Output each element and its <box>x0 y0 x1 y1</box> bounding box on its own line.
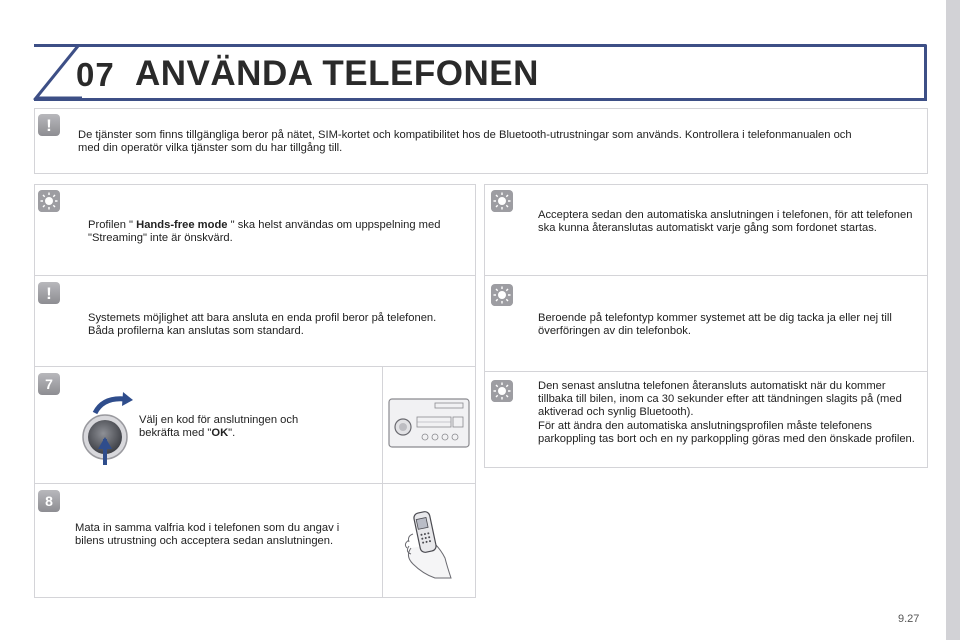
tip-reconnect-para1: Den senast anslutna telefonen återansluts automatiskt när du kommer tillbaka till bilen, inom ca 30 sekunder efter att tändningen slagits på (med aktiverad och synlig Bluetooth). <box>538 380 902 418</box>
cell-divider <box>382 367 383 483</box>
step-7-cell <box>35 367 475 484</box>
chapter-title: ANVÄNDA TELEFONEN <box>135 54 539 93</box>
lightbulb-icon <box>491 284 513 306</box>
car-radio-icon <box>387 395 471 451</box>
note-single-profile-cell <box>35 276 475 367</box>
tip-reconnect-para2: För att ändra den automatiska anslutningsprofilen måste telefonens parkoppling tas bort och en ny parkoppling göras med den önskade profilen. <box>538 420 915 446</box>
hands-free-mode-label: Hands-free mode <box>133 219 228 231</box>
step-7-text: Välj en kod för anslutningen och bekräfta med "OK". <box>139 414 299 439</box>
ok-label: OK <box>211 426 229 439</box>
note-single-profile-text: Systemets möjlighet att bara ansluta en enda profil beror på telefonen. Båda profilerna kan anslutas som standard. <box>88 312 437 337</box>
exclamation-icon: ! <box>38 282 60 304</box>
lightbulb-icon <box>38 190 60 212</box>
step-8-text: Mata in samma valfria kod i telefonen som du angav i bilens utrustning och acceptera sedan anslutningen. <box>75 522 340 547</box>
tip-profile-cell <box>35 185 475 276</box>
lightbulb-icon <box>491 380 513 402</box>
step-8-cell <box>35 484 475 598</box>
tip-phonebook-text: Beroende på telefontyp kommer systemet att be dig tacka ja eller nej till överföringen av din telefonbok. <box>538 312 892 337</box>
tip-reconnect-text <box>538 380 916 446</box>
hand-phone-icon <box>401 508 459 580</box>
tip-profile-text: Profilen " Hands-free mode " ska helst användas om uppspelning med "Streaming" inte är önskvärd. <box>88 219 441 244</box>
left-column <box>34 184 476 598</box>
top-note-box <box>34 108 928 174</box>
page-edge-bar <box>946 0 960 640</box>
top-note-text: De tjänster som finns tillgängliga beror på nätet, SIM-kortet och kompatibilitet hos de Bluetooth-utrustningar som används. Kontrollera i telefonmanualen och med din operatör vilka tjänster som du har tillgång till. <box>78 129 852 154</box>
right-column <box>484 184 928 468</box>
tip-accept-text: Acceptera sedan den automatiska anslutningen i telefonen, för att telefonen ska kunna återanslutas automatiskt varje gång som fordonet startas. <box>538 209 913 234</box>
tip-reconnect-cell <box>485 372 927 468</box>
step-number-icon: 7 <box>38 373 60 395</box>
rotary-knob-icon <box>75 391 133 469</box>
cell-divider <box>382 484 383 598</box>
page-number: 9.27 <box>898 613 920 625</box>
tip-accept-cell <box>485 185 927 276</box>
step-number-icon: 8 <box>38 490 60 512</box>
exclamation-icon: ! <box>38 114 60 136</box>
chapter-underline <box>34 98 927 101</box>
chapter-number: 07 <box>76 56 115 93</box>
tip-phonebook-cell <box>485 276 927 372</box>
lightbulb-icon <box>491 190 513 212</box>
